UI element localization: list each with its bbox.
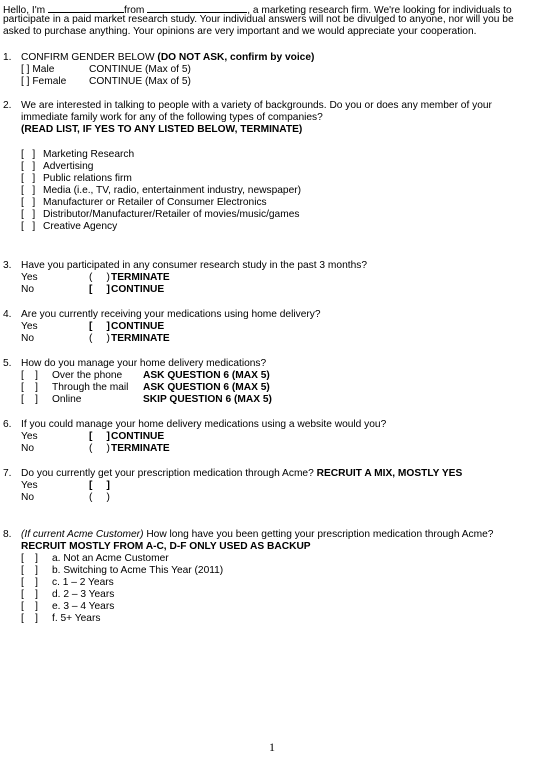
checkbox[interactable]: [ ] (21, 601, 38, 612)
option-action: TERMINATE (111, 333, 170, 344)
list-item[interactable] (3, 601, 539, 613)
checkbox[interactable]: [ ] (21, 553, 38, 564)
option-action: SKIP QUESTION 6 (MAX 5) (143, 394, 272, 405)
option-mark[interactable]: [ ] (89, 321, 110, 332)
option-row[interactable] (3, 64, 539, 76)
option-label: Yes (21, 431, 38, 442)
option-action: ASK QUESTION 6 (MAX 5) (143, 382, 270, 393)
list-item[interactable] (3, 221, 539, 233)
list-item[interactable] (3, 577, 539, 589)
checkbox[interactable]: [ ] (21, 161, 36, 172)
question-text: Do you currently get your prescription medication through Acme? (21, 468, 314, 479)
option-label: No (21, 284, 35, 295)
option-row[interactable] (3, 76, 539, 88)
question-text: Are you currently receiving your medications using home delivery? (21, 309, 321, 320)
question-number: 3. (3, 260, 12, 271)
list-item-label: d. 2 – 3 Years (52, 589, 115, 600)
option-action: ASK QUESTION 6 (MAX 5) (143, 370, 270, 381)
option-label: No (21, 443, 35, 454)
list-item[interactable] (3, 197, 539, 209)
list-item[interactable] (3, 173, 539, 185)
question-7 (3, 468, 539, 504)
checkbox[interactable]: [ ] (21, 185, 36, 196)
question-number: 8. (3, 529, 12, 540)
question-instruction: RECRUIT A MIX, MOSTLY YES (316, 468, 463, 479)
option-label: Through the mail (52, 382, 129, 393)
question-4 (3, 309, 539, 345)
option-mark[interactable]: ( ) (89, 272, 110, 283)
question-text-line-1: We are interested in talking to people with a variety of backgrounds. Do you or does any member of your (21, 100, 492, 111)
list-item-label: c. 1 – 2 Years (52, 577, 114, 588)
question-number: 5. (3, 358, 12, 369)
option-row[interactable] (3, 431, 539, 443)
option-row[interactable] (3, 321, 539, 333)
option-row[interactable] (3, 480, 539, 492)
option-label: Yes (21, 272, 38, 283)
option-row[interactable] (3, 333, 539, 345)
checkbox[interactable]: [ ] (21, 382, 38, 393)
list-item-label: Advertising (43, 161, 94, 172)
question-text: How long have you been getting your prescription medication through Acme? (146, 529, 494, 540)
question-number: 4. (3, 309, 12, 320)
list-item-label: Marketing Research (43, 149, 135, 160)
intro-line1-end: , a marketing research firm. We're looking for individuals to (247, 5, 512, 16)
question-2 (3, 100, 539, 233)
option-label: Yes (21, 480, 38, 491)
list-item[interactable] (3, 565, 539, 577)
option-label: Yes (21, 321, 38, 332)
firm-name-blank[interactable] (147, 2, 247, 13)
list-item[interactable] (3, 185, 539, 197)
option-action: TERMINATE (111, 443, 170, 454)
option-row[interactable] (3, 394, 539, 406)
option-label: Over the phone (52, 370, 123, 381)
checkbox[interactable]: [ ] (21, 565, 38, 576)
question-1 (3, 52, 539, 88)
checkbox[interactable]: [ ] (21, 173, 36, 184)
question-number: 6. (3, 419, 12, 430)
option-row[interactable] (3, 370, 539, 382)
option-mark[interactable]: ( ) (89, 443, 110, 454)
question-text: How do you manage your home delivery medications? (21, 358, 267, 369)
question-text: Have you participated in any consumer research study in the past 3 months? (21, 260, 367, 271)
checkbox[interactable]: [ ] (21, 209, 36, 220)
option-action: CONTINUE (Max of 5) (89, 64, 191, 75)
question-instruction: (READ LIST, IF YES TO ANY LISTED BELOW, TERMINATE) (21, 124, 303, 135)
question-instruction: RECRUIT MOSTLY FROM A-C, D-F ONLY USED AS BACKUP (21, 541, 311, 552)
list-item-label: f. 5+ Years (52, 613, 101, 624)
list-item-label: Manufacturer or Retailer of Consumer Electronics (43, 197, 267, 208)
list-item-label: Creative Agency (43, 221, 118, 232)
checkbox[interactable]: [ ] (21, 370, 38, 381)
intro-hello: Hello, I'm (3, 5, 46, 16)
option-row[interactable] (3, 443, 539, 455)
option-action: CONTINUE (Max of 5) (89, 76, 191, 87)
question-8 (3, 529, 539, 625)
option-row[interactable] (3, 492, 539, 504)
list-item[interactable] (3, 589, 539, 601)
option-checkbox-label[interactable]: [ ] Male (21, 64, 55, 75)
option-action: CONTINUE (111, 321, 165, 332)
checkbox[interactable]: [ ] (21, 394, 38, 405)
question-number: 7. (3, 468, 12, 479)
option-action: CONTINUE (111, 284, 165, 295)
checkbox[interactable]: [ ] (21, 589, 38, 600)
option-mark[interactable]: ( ) (89, 333, 110, 344)
question-instruction: (DO NOT ASK, confirm by voice) (157, 52, 315, 63)
question-3 (3, 260, 539, 296)
question-condition: (If current Acme Customer) (21, 529, 144, 540)
option-row[interactable] (3, 272, 539, 284)
list-item-label: a. Not an Acme Customer (52, 553, 169, 564)
checkbox[interactable]: [ ] (21, 577, 38, 588)
question-5 (3, 358, 539, 406)
option-checkbox-label[interactable]: [ ] Female (21, 76, 67, 87)
option-label: Online (52, 394, 82, 405)
page-number: 1 (269, 740, 275, 754)
interviewer-name-blank[interactable] (48, 2, 124, 13)
option-label: No (21, 492, 35, 503)
checkbox[interactable]: [ ] (21, 613, 38, 624)
list-item-label: e. 3 – 4 Years (52, 601, 115, 612)
question-6 (3, 419, 539, 455)
intro-line-3: asked to purchase anything. Your opinions are very important and we would appreciate your cooperation. (3, 26, 477, 37)
option-mark[interactable]: [ ] (89, 284, 110, 295)
list-item[interactable] (3, 553, 539, 565)
option-row[interactable] (3, 284, 539, 296)
option-action: TERMINATE (111, 272, 170, 283)
intro-paragraph (3, 2, 541, 38)
question-text: CONFIRM GENDER BELOW (21, 52, 155, 63)
list-item-label: b. Switching to Acme This Year (2011) (52, 565, 224, 576)
checkbox[interactable]: [ ] (21, 197, 36, 208)
option-action: CONTINUE (111, 431, 165, 442)
list-item[interactable] (3, 149, 539, 161)
option-label: No (21, 333, 35, 344)
checkbox[interactable]: [ ] (21, 221, 36, 232)
question-text: If you could manage your home delivery medications using a website would you? (21, 419, 387, 430)
option-row[interactable] (3, 382, 539, 394)
intro-from: from (123, 5, 145, 16)
checkbox[interactable]: [ ] (21, 149, 36, 160)
list-item[interactable] (3, 161, 539, 173)
list-item[interactable] (3, 613, 539, 625)
question-number: 1. (3, 52, 12, 63)
option-mark[interactable]: [ ] (89, 480, 110, 491)
question-number: 2. (3, 100, 12, 111)
option-mark[interactable]: [ ] (89, 431, 110, 442)
list-item-label: Media (i.e., TV, radio, entertainment industry, newspaper) (43, 185, 302, 196)
list-item-label: Distributor/Manufacturer/Retailer of movies/music/games (43, 209, 300, 220)
list-item[interactable] (3, 209, 539, 221)
question-text-line-2: immediate family work for any of the following types of companies? (21, 112, 323, 123)
list-item-label: Public relations firm (43, 173, 132, 184)
option-mark[interactable]: ( ) (89, 492, 110, 503)
intro-line-2: participate in a paid market research study. Your individual answers will not be divulged to anyone, nor will you be (3, 14, 514, 25)
